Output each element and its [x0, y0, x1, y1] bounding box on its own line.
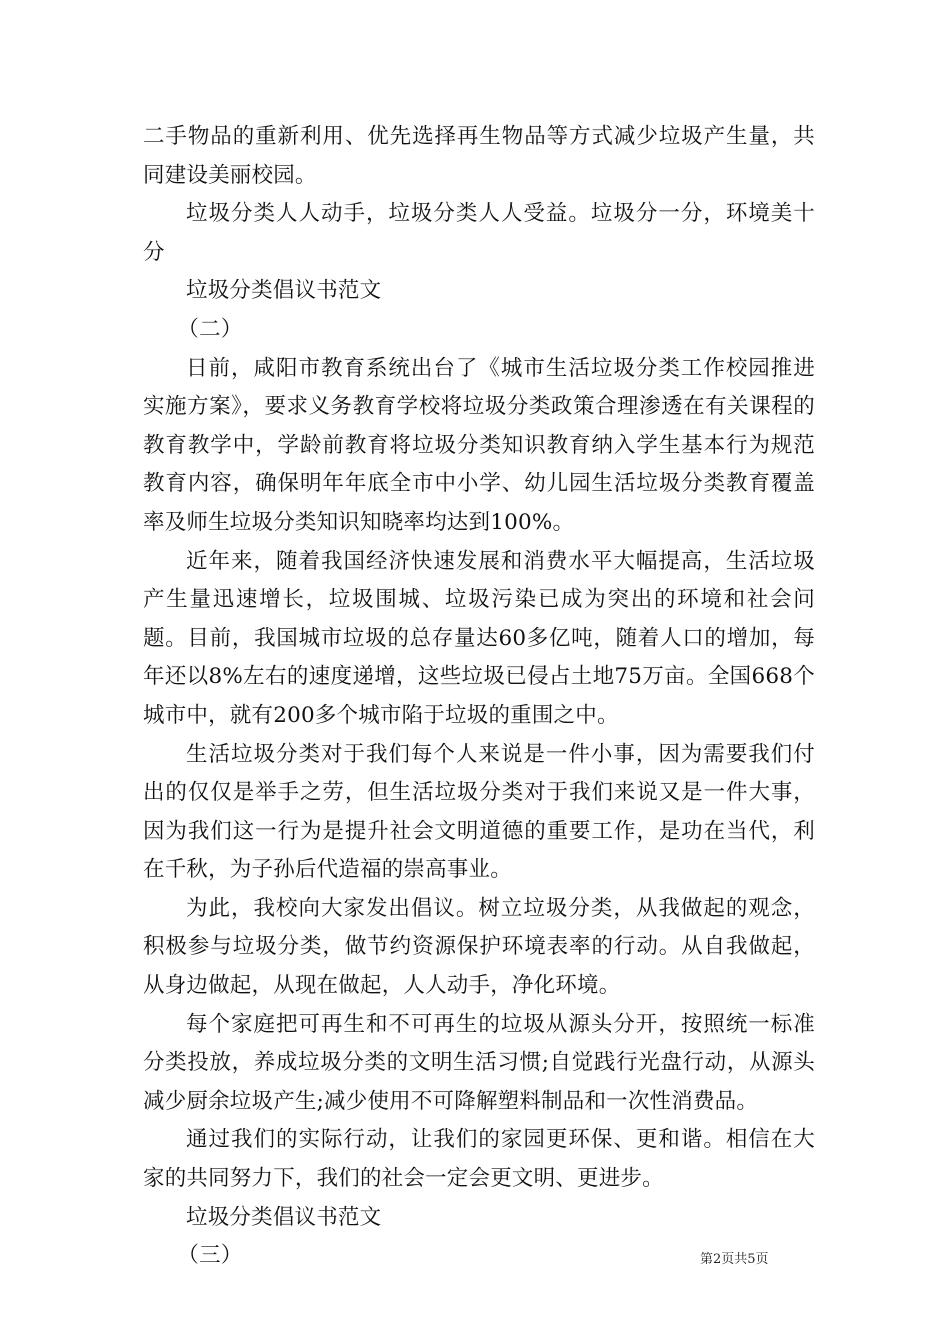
- document-body: [143, 118, 815, 1276]
- paragraph: 近年来，随着我国经济快速发展和消费水平大幅提高，生活垃圾产生量迅速增长，垃圾围城、垃圾污染已成为突出的环境和社会问题。目前，我国城市垃圾的总存量达60多亿吨，随着人口的增加，每年还以8%左右的速度递增，这些垃圾已侵占土地75万亩。全国668个城市中，就有200多个城市陷于垃圾的重围之中。: [143, 548, 815, 728]
- paragraph: 垃圾分类人人动手，垃圾分类人人受益。垃圾分一分，环境美十分: [143, 201, 815, 265]
- section-number: （三）: [177, 1243, 243, 1269]
- page-number: 第2页共5页: [700, 1252, 769, 1267]
- paragraph: 二手物品的重新利用、优先选择再生物品等方式减少垃圾产生量，共同建设美丽校园。: [143, 124, 815, 188]
- paragraph: 每个家庭把可再生和不可再生的垃圾从源头分开，按照统一标准分类投放，养成垃圾分类的文明生活习惯;自觉践行光盘行动，从源头减少厨余垃圾产生;减少使用不可降解塑料制品和一次性消费品。: [143, 1011, 815, 1114]
- section-heading: 垃圾分类倡议书范文: [186, 1204, 382, 1230]
- section-heading: 垃圾分类倡议书范文: [186, 278, 382, 304]
- paragraph: 通过我们的实际行动，让我们的家园更环保、更和谐。相信在大家的共同努力下，我们的社会一定会更文明、更进步。: [143, 1127, 815, 1192]
- section-number: （二）: [177, 316, 243, 342]
- paragraph: 生活垃圾分类对于我们每个人来说是一件小事，因为需要我们付出的仅仅是举手之劳，但生活垃圾分类对于我们来说又是一件大事，因为我们这一行为是提升社会文明道德的重要工作，是功在当代，利在千秋，为子孙后代造福的崇高事业。: [143, 741, 815, 883]
- paragraph: 为此，我校向大家发出倡议。树立垃圾分类，从我做起的观念，积极参与垃圾分类，做节约资源保护环境表率的行动。从自我做起，从身边做起，从现在做起，人人动手，净化环境。: [143, 895, 815, 999]
- paragraph: 日前，咸阳市教育系统出台了《城市生活垃圾分类工作校园推进实施方案》，要求义务教育学校将垃圾分类政策合理渗透在有关课程的教育教学中，学龄前教育将垃圾分类知识教育纳入学生基本行为规范教育内容，确保明年年底全市中小学、幼儿园生活垃圾分类教育覆盖率及师生垃圾分类知识知晓率均达到100%。: [143, 355, 815, 535]
